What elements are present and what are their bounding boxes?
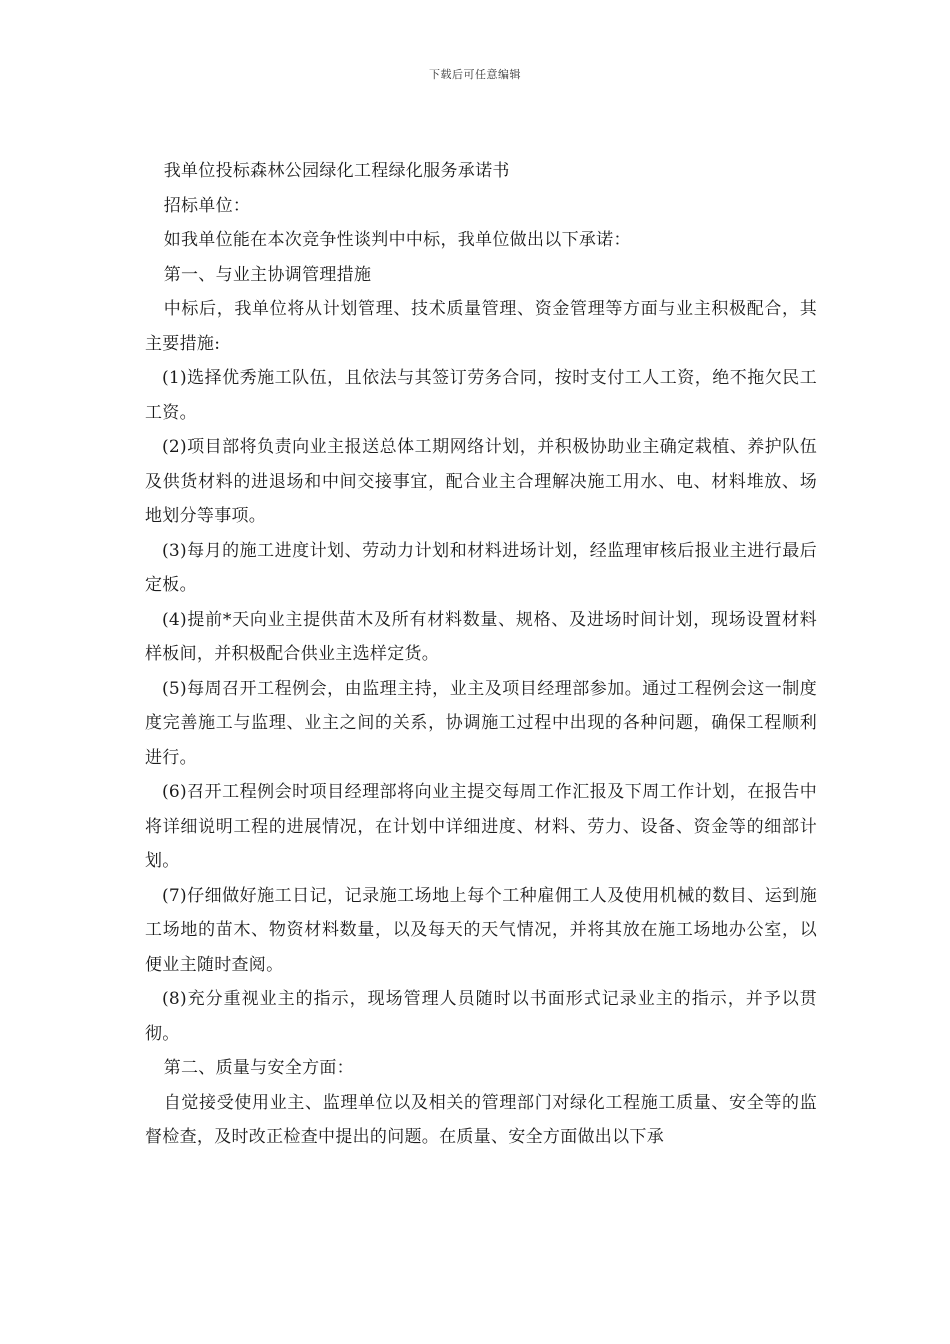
recipient-line: 招标单位： — [163, 195, 251, 216]
document-body — [145, 154, 817, 1155]
page-header: 下载后可任意编辑 — [429, 68, 521, 81]
measure-item-4: (4)提前*天向业主提供苗木及所有材料数量、规格、及进场时间计划，现场设置材料样板间，并积极配合供业主选样定货。 — [145, 609, 817, 664]
document-title: 我单位投标森林公园绿化工程绿化服务承诺书 — [163, 161, 510, 181]
measure-item-2: (2)项目部将负责向业主报送总体工期网络计划，并积极协助业主确定栽植、养护队伍及供货材料的进退场和中间交接事宜，配合业主合理解决施工用水、电、材料堆放、场地划分等事项。 — [145, 437, 817, 526]
intro-paragraph: 如我单位能在本次竞争性谈判中中标，我单位做出以下承诺： — [163, 230, 631, 250]
measure-item-3: (3)每月的施工进度计划、劳动力计划和材料进场计划，经监理审核后报业主进行最后定板。 — [145, 540, 817, 595]
section-1-intro: 中标后，我单位将从计划管理、技术质量管理、资金管理等方面与业主积极配合，其主要措施: — [145, 299, 817, 354]
measure-item-7: (7)仔细做好施工日记，记录施工场地上每个工种雇佣工人及使用机械的数目、运到施工场地的苗木、物资材料数量，以及每天的天气情况，并将其放在施工场地办公室，以便业主随时查阅。 — [145, 885, 817, 975]
measure-item-6: (6)召开工程例会时项目经理部将向业主提交每周工作汇报及下周工作计划，在报告中将详细说明工程的进展情况，在计划中详细进度、材料、劳力、设备、资金等的细部计划。 — [145, 782, 817, 871]
section-2-intro: 自觉接受使用业主、监理单位以及相关的管理部门对绿化工程施工质量、安全等的监督检查，及时改正检查中提出的问题。在质量、安全方面做出以下承 — [145, 1092, 817, 1147]
measure-item-1: (1)选择优秀施工队伍，且依法与其签订劳务合同，按时支付工人工资，绝不拖欠民工工资。 — [145, 368, 817, 423]
section-heading-2: 第二、质量与安全方面： — [163, 1058, 354, 1078]
measure-item-8: (8)充分重视业主的指示，现场管理人员随时以书面形式记录业主的指示，并予以贯彻。 — [145, 989, 817, 1044]
measure-item-5: (5)每周召开工程例会，由监理主持，业主及项目经理部参加。通过工程例会这一制度度完善施工与监理、业主之间的关系，协调施工过程中出现的各种问题，确保工程顺利进行。 — [145, 678, 817, 768]
section-heading-1: 第一、与业主协调管理措施 — [163, 264, 372, 285]
